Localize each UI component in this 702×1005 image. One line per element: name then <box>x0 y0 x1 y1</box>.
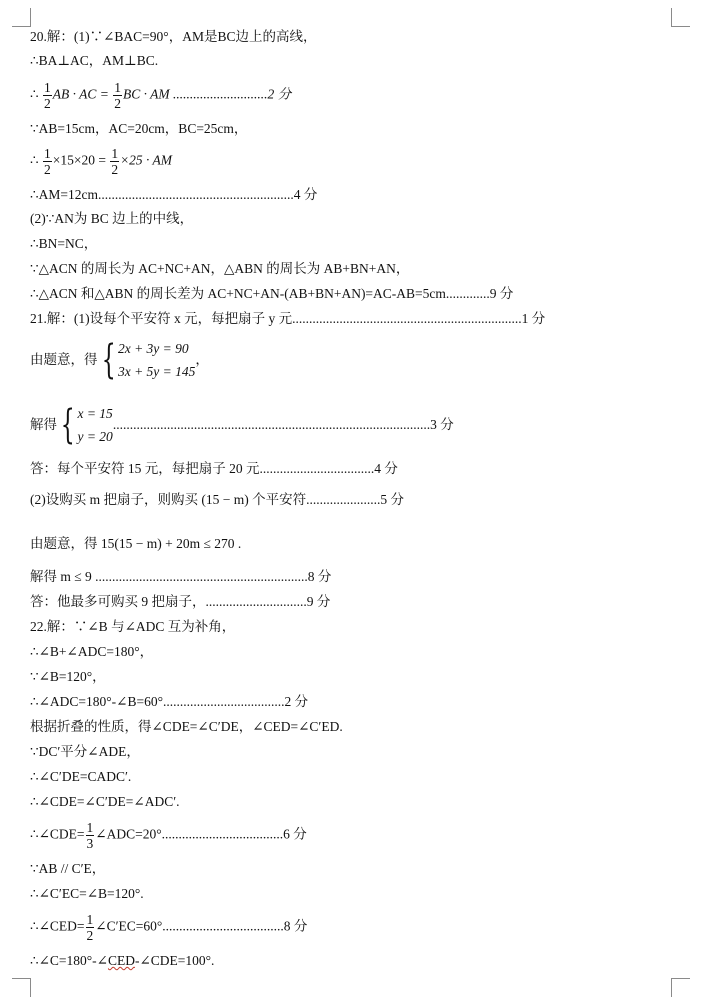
corner-mark-top-right <box>671 8 690 27</box>
q21-answer-2: 答：他最多可购买 9 把扇子，..............................9 分 <box>30 594 331 609</box>
fraction: $\frac{1}{2}$ <box>43 146 51 177</box>
q20-line-2: ∴BA⊥AC，AM⊥BC. <box>30 53 159 68</box>
q22-line-8: ∴∠CDE=∠C′DE=∠ADC′. <box>30 794 180 809</box>
q20-line-8: ∴BN=NC， <box>30 236 98 251</box>
fraction: $\frac{1}{2}$ <box>86 912 94 943</box>
spellcheck-underline: CED <box>107 953 135 968</box>
fraction: $\frac{1}{2}$ <box>43 80 51 111</box>
corner-mark-bottom-right <box>671 978 690 997</box>
fraction: $\frac{1}{2}$ <box>111 146 119 177</box>
q22-line-13: ∴∠C=180°-∠CED-∠CDE=100°. <box>30 953 215 968</box>
brace-icon: { <box>60 402 75 448</box>
q22-line-9: ∴∠CDE= $\frac{1}{3}$ ∠ADC=20°....................................6 分 <box>30 820 307 851</box>
q22-line-2: ∴∠B+∠ADC=180°， <box>30 644 154 659</box>
q22-line-4: ∴∠ADC=180°-∠B=60°....................................2 分 <box>30 694 309 709</box>
q22-line-12: ∴∠CED= $\frac{1}{2}$ ∠C′EC=60°....................................8 分 <box>30 912 308 943</box>
q22-line-10: ∵AB // C′E， <box>30 861 106 876</box>
q20-line-4: ∵AB=15cm，AC=20cm，BC=25cm， <box>30 121 248 136</box>
q22-line-3: ∵∠B=120°， <box>30 669 106 684</box>
q20-line-3: ∴ $\frac{1}{2}$ AB · AC = $\frac{1}{2}$ BC · AM ............................2 分 <box>30 80 292 111</box>
q21-system-2: 解得{ x = 15 y = 20 ..............................................................................................3 分 <box>30 402 454 448</box>
fraction: $\frac{1}{3}$ <box>86 820 94 851</box>
q20-line-5: ∴ $\frac{1}{2}$ ×15×20 = $\frac{1}{2}$ ×25 · AM <box>30 146 173 177</box>
q20-line-10: ∴△ACN 和△ABN 的周长差为 AC+NC+AN-(AB+BN+AN)=AC-AB=5cm.............9 分 <box>30 286 514 301</box>
q22-line-7: ∴∠C′DE=CADC′. <box>30 769 132 784</box>
q20-line-7: (2)∵AN为 BC 边上的中线， <box>30 211 194 226</box>
q22-line-1: 22.解：∵∠B 与∠ADC 互为补角， <box>30 619 236 634</box>
q20-line-1: 20.解：(1)∵∠BAC=90°，AM是BC边上的高线， <box>30 29 317 44</box>
q21-answer-1: 答：每个平安符 15 元，每把扇子 20 元..................................4 分 <box>30 461 398 476</box>
q20-line-6: ∴AM=12cm..........................................................4 分 <box>30 187 318 202</box>
q21-system-1: 由题意，得{ 2x + 3y = 90 3x + 5y = 145 ， <box>30 337 209 383</box>
q22-line-5: 根据折叠的性质，得∠CDE=∠C′DE，∠CED=∠C′ED. <box>30 719 343 734</box>
q21-inequality: 由题意，得 15(15 − m) + 20m ≤ 270 . <box>30 536 242 551</box>
q21-line-1: 21.解：(1)设每个平安符 x 元，每把扇子 y 元....................................................................1 分 <box>30 311 546 326</box>
corner-mark-top-left <box>12 8 31 27</box>
brace-icon: { <box>101 337 116 383</box>
q22-line-11: ∴∠C′EC=∠B=120°. <box>30 886 144 901</box>
q21-part-2: (2)设购买 m 把扇子，则购买 (15 − m) 个平安符......................5 分 <box>30 492 404 507</box>
fraction: $\frac{1}{2}$ <box>114 80 121 111</box>
q22-line-6: ∵DC′平分∠ADE， <box>30 744 140 759</box>
q20-line-9: ∵△ACN 的周长为 AC+NC+AN，△ABN 的周长为 AB+BN+AN， <box>30 261 410 276</box>
corner-mark-bottom-left <box>12 978 31 997</box>
q21-solution: 解得 m ≤ 9 ...............................................................8 分 <box>30 569 332 584</box>
